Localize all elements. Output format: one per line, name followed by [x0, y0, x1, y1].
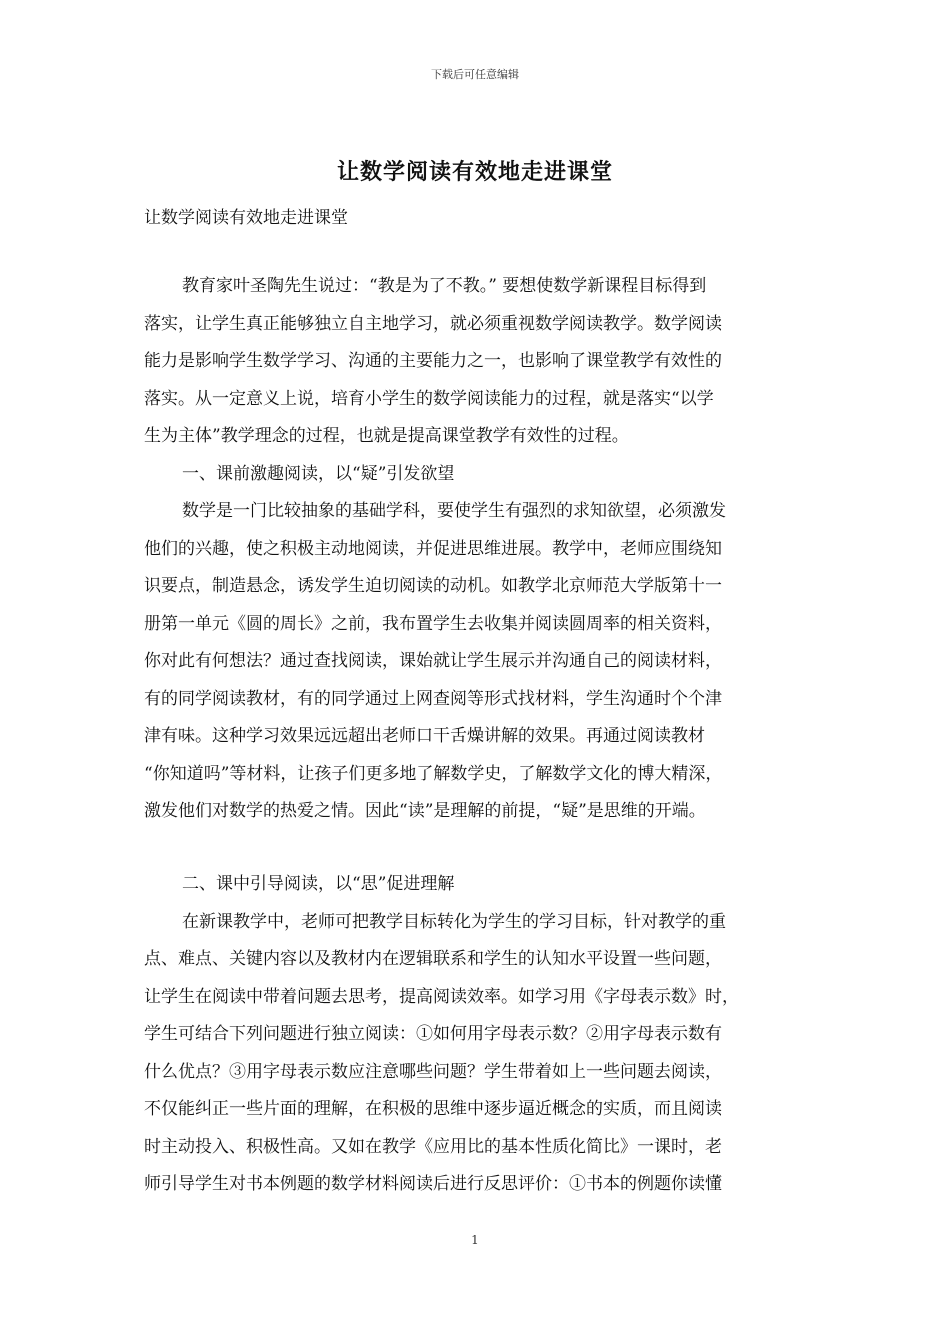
- paragraph-line: “你知道吗”等材料，让孩子们更多地了解数学史，了解数学文化的博大精深，: [144, 763, 723, 784]
- intro-paragraph: [144, 268, 809, 831]
- paragraph-line: 他们的兴趣，使之积极主动地阅读，并促进思维进展。教学中，老师应围绕知: [144, 538, 722, 559]
- document-title: 让数学阅读有效地走进课堂: [336, 159, 613, 185]
- paragraph-line: 不仅能纠正一些片面的理解，在积极的思维中逐步逼近概念的实质，而且阅读: [144, 1099, 722, 1119]
- section-two: [144, 866, 809, 1204]
- paragraph-line: 落实。从一定意义上说，培育小学生的数学阅读能力的过程，就是落实“以学: [144, 388, 714, 409]
- paragraph-line: 师引导学生对书本例题的数学材料阅读后进行反思评价：①书本的例题你读懂: [144, 1174, 722, 1194]
- page-number: 1: [471, 1233, 479, 1247]
- paragraph-line: 你对此有何想法？通过查找阅读，课始就让学生展示并沟通自己的阅读材料，: [144, 651, 722, 671]
- paragraph-line: 识要点，制造悬念，诱发学生迫切阅读的动机。如教学北京师范大学版第十一: [144, 576, 722, 596]
- section-heading-1: 一、课前激趣阅读，以“疑”引发欲望: [182, 463, 455, 484]
- paragraph-line: 数学是一门比较抽象的基础学科，要使学生有强烈的求知欲望，必须激发: [182, 501, 726, 521]
- paragraph-line: 册第一单元《圆的周长》之前，我布置学生去收集并阅读圆周率的相关资料，: [144, 613, 722, 634]
- paragraph-line: 生为主体”教学理念的过程，也就是提高课堂教学有效性的过程。: [144, 426, 629, 446]
- paragraph-line: 点、难点、关键内容以及教材内在逻辑联系和学生的认知水平设置一些问题，: [144, 949, 722, 969]
- paragraph-line: 时主动投入、积极性高。又如在教学《应用比的基本性质化简比》一课时，老: [144, 1136, 722, 1157]
- paragraph-line: 能力是影响学生数学学习、沟通的主要能力之一，也影响了课堂教学有效性的: [144, 351, 722, 371]
- paragraph-line: 让学生在阅读中带着问题去思考，提高阅读效率。如学习用《字母表示数》时，: [144, 986, 739, 1007]
- page-header: 下载后可任意编辑: [431, 68, 519, 81]
- paragraph-line: 激发他们对数学的热爱之情。因此“读”是理解的前提，“疑”是思维的开端。: [144, 801, 706, 821]
- paragraph-line: 教育家叶圣陶先生说过：“教是为了不教。” 要想使数学新课程目标得到: [182, 276, 707, 296]
- paragraph-line: 什么优点？③用字母表示数应注意哪些问题？学生带着如上一些问题去阅读，: [144, 1061, 722, 1082]
- paragraph-line: 津有味。这种学习效果远远超出老师口干舌燥讲解的效果。再通过阅读教材: [144, 726, 705, 746]
- paragraph-line: 学生可结合下列问题进行独立阅读：①如何用字母表示数？②用字母表示数有: [144, 1024, 722, 1044]
- section-heading-2: 二、课中引导阅读，以“思”促进理解: [182, 874, 455, 894]
- paragraph-line: 有的同学阅读教材，有的同学通过上网查阅等形式找材料，学生沟通时个个津: [144, 688, 722, 709]
- document-subtitle: 让数学阅读有效地走进课堂: [144, 208, 348, 228]
- paragraph-line: 在新课教学中，老师可把教学目标转化为学生的学习目标，针对教学的重: [182, 911, 726, 932]
- paragraph-line: 落实，让学生真正能够独立自主地学习，就必须重视数学阅读教学。数学阅读: [144, 313, 722, 334]
